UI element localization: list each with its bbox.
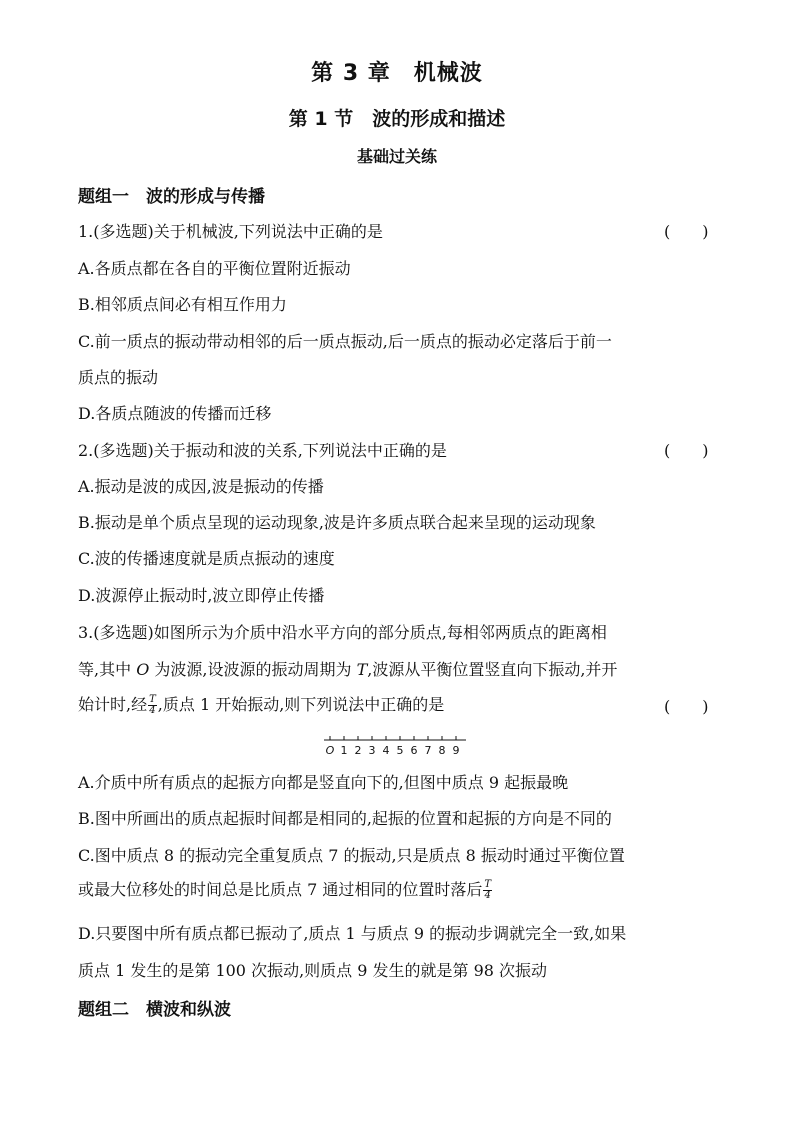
group-heading-2: 题组二 横波和纵波	[78, 1000, 231, 1020]
section-title: 第 1 节 波的形成和描述	[288, 108, 506, 130]
q2-option-d: D.波源停止振动时,波立即停止传播	[78, 586, 325, 605]
particle-label-8: 8	[438, 744, 446, 757]
particle-label-9: 9	[452, 744, 460, 757]
q3-line2-part-a: 等,其中	[78, 660, 137, 679]
q1-answer-blank: ( )	[664, 222, 709, 241]
particle-label-1: 1	[340, 744, 348, 757]
q3-option-c-text: 或最大位移处的时间总是比质点 7 通过相同的位置时落后	[78, 880, 483, 899]
group-heading-1: 题组一 波的形成与传播	[78, 187, 265, 207]
particle-line-figure	[320, 734, 480, 760]
q2-option-a: A.振动是波的成因,波是振动的传播	[78, 477, 324, 496]
q3-line3-part-b: ,质点 1 开始振动,则下列说法中正确的是	[157, 695, 445, 714]
q1-stem: 1.(多选题)关于机械波,下列说法中正确的是	[78, 222, 383, 241]
exercise-subtitle: 基础过关练	[356, 147, 437, 166]
q3-option-c-line2	[78, 877, 718, 901]
particle-marks	[326, 736, 460, 757]
q1-option-b: B.相邻质点间必有相互作用力	[78, 295, 287, 314]
q3-answer-blank: ( )	[664, 697, 709, 716]
fraction-denominator: 4	[149, 705, 156, 716]
q3-option-d-line2: 质点 1 发生的是第 100 次振动,则质点 9 发生的就是第 98 次振动	[78, 961, 548, 980]
q3-option-c-fraction	[483, 880, 492, 901]
chapter-title: 第 3 章 机械波	[311, 61, 483, 86]
q3-symbol-o: O	[136, 660, 150, 679]
q2-answer-blank: ( )	[664, 441, 709, 460]
q1-option-d: D.各质点随波的传播而迁移	[78, 404, 272, 423]
q3-option-d-line1: D.只要图中所有质点都已振动了,质点 1 与质点 9 的振动步调就完全一致,如果	[78, 924, 627, 943]
q3-symbol-t: T	[356, 660, 368, 679]
q1-option-c-line1: C.前一质点的振动带动相邻的后一质点振动,后一质点的振动必定落后于前一	[78, 332, 612, 351]
fraction-numerator: T	[149, 694, 156, 705]
fraction-denominator: 4	[484, 890, 491, 901]
particle-label-7: 7	[424, 744, 432, 757]
particle-label-4: 4	[382, 744, 390, 757]
q2-stem: 2.(多选题)关于振动和波的关系,下列说法中正确的是	[78, 441, 447, 460]
q1-option-c-line2: 质点的振动	[78, 368, 159, 387]
fraction-numerator: T	[484, 879, 492, 890]
q3-stem-line1: 3.(多选题)如图所示为介质中沿水平方向的部分质点,每相邻两质点的距离相	[78, 623, 607, 642]
q3-line3-part-a: 始计时,经	[78, 695, 148, 714]
q3-fraction-t-over-4	[148, 695, 157, 716]
q2-option-b: B.振动是单个质点呈现的运动现象,波是许多质点联合起来呈现的运动现象	[78, 513, 596, 532]
q1-option-a: A.各质点都在各自的平衡位置附近振动	[78, 259, 351, 278]
particle-label-5: 5	[396, 744, 404, 757]
q3-line2-part-b: 为波源,设波源的振动周期为	[149, 660, 357, 679]
q3-stem-line2	[78, 657, 718, 680]
particle-label-0: O	[325, 744, 335, 757]
q3-option-b: B.图中所画出的质点起振时间都是相同的,起振的位置和起振的方向是不同的	[78, 809, 612, 828]
q3-option-a: A.介质中所有质点的起振方向都是竖直向下的,但图中质点 9 起振最晚	[78, 773, 569, 792]
q3-stem-line3	[78, 692, 718, 716]
particle-label-6: 6	[410, 744, 418, 757]
particle-label-3: 3	[368, 744, 376, 757]
q3-line2-part-c: ,波源从平衡位置竖直向下振动,并开	[367, 660, 618, 679]
q3-option-c-line1: C.图中质点 8 的振动完全重复质点 7 的振动,只是质点 8 振动时通过平衡位置	[78, 846, 625, 865]
q2-option-c: C.波的传播速度就是质点振动的速度	[78, 549, 335, 568]
particle-label-2: 2	[354, 744, 362, 757]
